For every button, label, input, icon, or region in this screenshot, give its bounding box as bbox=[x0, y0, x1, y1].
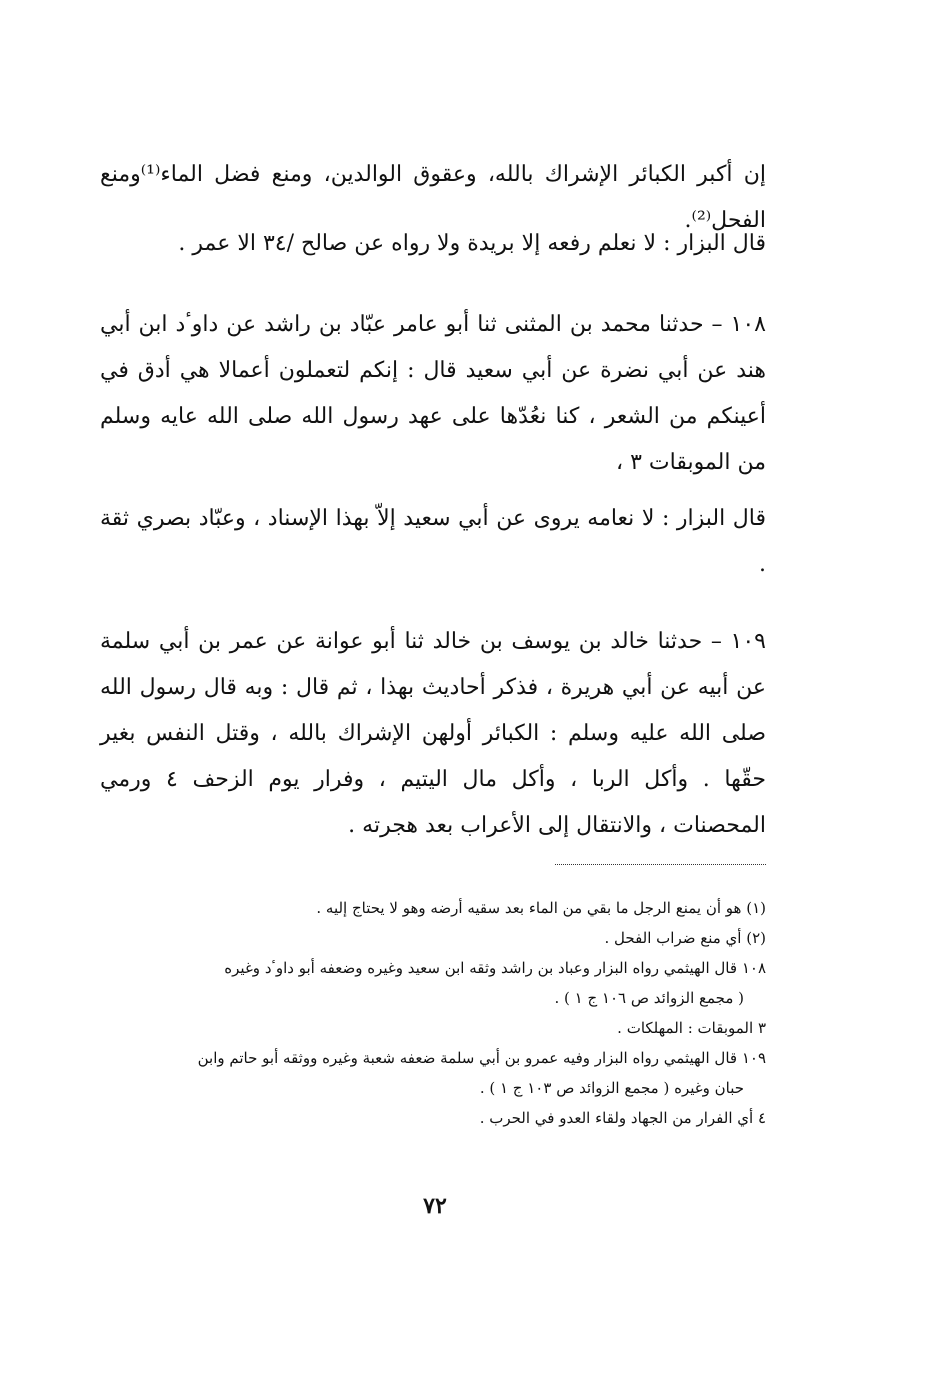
paragraph-bazzar-comment-1: قال البزار : لا نعلم رفعه إلا بريدة ولا رواه عن صالح /٣٤ الا عمر . bbox=[178, 231, 766, 256]
footnote-109: ١٠٩ قال الهيثمي رواه البزار وفيه عمرو بن أبي سلمة ضعفه شعبة وغيره ووثقه أبو حاتم وابن bbox=[197, 1049, 766, 1067]
footnote-4: ٤ أي الفرار من الجهاد ولقاء العدو في الحرب . bbox=[479, 1109, 766, 1127]
footnote-109-continued: حبان وغيره ( مجمع الزوائد ص ١٠٣ ج ١ ) . bbox=[479, 1079, 744, 1097]
paragraph-kabair-intro: إن أكبر الكبائر الإشراك بالله، وعقوق الوالدين، ومنع فضل الماء⁽¹⁾ومنع الفحل⁽²⁾. bbox=[100, 162, 766, 233]
footnote-divider bbox=[555, 864, 766, 865]
footnote-3: ٣ الموبقات : المهلكات . bbox=[617, 1019, 766, 1037]
footnote-2: (٢) أي منع ضراب الفحل . bbox=[604, 929, 766, 947]
paragraph-bazzar-comment-2: قال البزار : لا نعامه يروى عن أبي سعيد إلاّ بهذا الإسناد ، وعبّاد بصري ثقة . bbox=[100, 506, 766, 577]
footnote-108-continued: ( مجمع الزوائد ص ١٠٦ ج ١ ) . bbox=[554, 989, 744, 1007]
paragraph-hadith-109: ١٠٩ – حدثنا خالد بن يوسف بن خالد ثنا أبو عوانة عن عمر بن أبي سلمة عن أبيه عن أبي هريرة ، فذكر أحاديث بهذا ، ثم قال : وبه قال رسول الله صلى الله عليه وسلم : الكبائر أولهن الإشراك بالله ، وقتل النفس بغير حقّها . وأكل الربا ، وأكل مال اليتيم ، وفرار يوم الزحف ٤ ورمي المحصنات ، والانتقال إلى الأعراب بعد هجرته . bbox=[100, 629, 766, 838]
page-number: ٧٢ bbox=[423, 1193, 447, 1219]
paragraph-hadith-108: ١٠٨ – حدثنا محمد بن المثنى ثنا أبو عامر عبّاد بن راشد عن داوٴد ابن أبي هند عن أبي نضرة عن أبي سعيد قال : إنكم لتعملون أعمالا هي أدق في أعينكم من الشعر ، كنا نعُدّها على عهد رسول الله صلى الله عايه وسلم من الموبقات ٣ ، bbox=[100, 312, 766, 475]
footnotes-section bbox=[100, 893, 766, 1133]
footnote-1: (١) هو أن يمنع الرجل ما بقي من الماء بعد سقيه أرضه وهو لا يحتاج إليه . bbox=[316, 899, 766, 917]
footnote-108: ١٠٨ قال الهيثمي رواه البزار وعباد بن راشد وثقه ابن سعيد وغيره وضعفه أبو داوٴد وغيره bbox=[224, 959, 766, 977]
